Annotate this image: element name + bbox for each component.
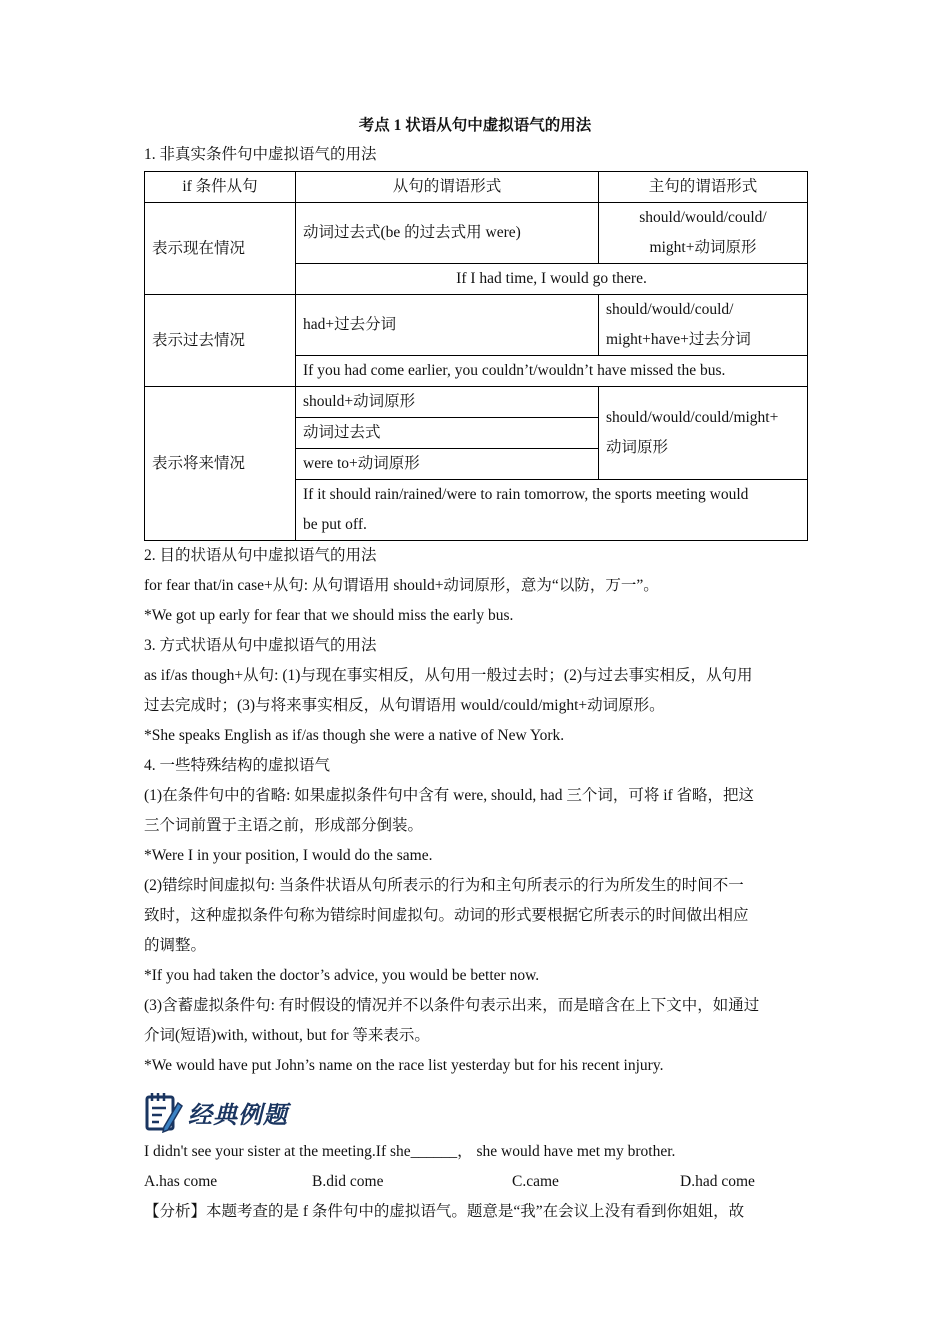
future-example <box>296 480 808 541</box>
subjunctive-table <box>144 171 808 541</box>
option-a: A.has come <box>144 1173 218 1190</box>
notebook-pen-icon <box>144 1091 184 1133</box>
present-clause: 动词过去式(be 的过去式用 were) <box>296 203 599 264</box>
header-clause-predicate: 从句的谓语形式 <box>296 172 599 203</box>
question-options <box>144 1167 806 1197</box>
section-3-rule-line2: 过去完成时；(3)与将来事实相反，从句谓语用 would/could/might+动词原形。 <box>144 697 665 714</box>
table-row-present <box>145 203 808 264</box>
section-4-p2-example: *If you had taken the doctor’s advice, you would be better now. <box>144 967 540 984</box>
future-label: 表示将来情况 <box>145 387 296 541</box>
future-clause-2: 动词过去式 <box>296 418 599 449</box>
future-example-line1: If it should rain/rained/were to rain tomorrow, the sports meeting would <box>303 486 749 503</box>
present-main-line1: should/would/could/ <box>639 209 767 226</box>
question-stem: I didn't see your sister at the meeting.If she______， she would have met my brother. <box>144 1143 676 1160</box>
future-clause-3: were to+动词原形 <box>296 449 599 480</box>
document-page <box>144 112 806 1227</box>
examples-banner <box>144 1087 806 1137</box>
present-main <box>599 203 808 264</box>
future-clause-1: should+动词原形 <box>296 387 599 418</box>
past-label: 表示过去情况 <box>145 295 296 387</box>
table-row-future-1 <box>145 387 808 418</box>
section-4-p2-line2: 致时，这种虚拟条件句称为错综时间虚拟句。动词的形式要根据它所表示的时间做出相应 <box>144 907 749 924</box>
future-main-line1: should/would/could/might+ <box>606 409 779 426</box>
question-analysis: 【分析】本题考查的是 f 条件句中的虚拟语气。题意是“我”在会议上没有看到你姐姐，故 <box>144 1203 745 1220</box>
page-title: 考点 1 状语从句中虚拟语气的用法 <box>358 117 592 134</box>
section-1-heading: 1. 非真实条件句中虚拟语气的用法 <box>144 146 377 163</box>
table-row-past <box>145 295 808 356</box>
section-4-heading: 4. 一些特殊结构的虚拟语气 <box>144 757 331 774</box>
section-4-p2-line3: 的调整。 <box>144 937 207 954</box>
present-main-line2: might+动词原形 <box>649 239 757 256</box>
past-example: If you had come earlier, you couldn’t/wouldn’t have missed the bus. <box>296 356 808 387</box>
section-4-p1-example: *Were I in your position, I would do the same. <box>144 847 433 864</box>
option-c: C.came <box>512 1173 559 1190</box>
present-example: If I had time, I would go there. <box>296 264 808 295</box>
option-d: D.had come <box>680 1173 755 1190</box>
header-main-predicate: 主句的谓语形式 <box>599 172 808 203</box>
table-header-row <box>145 172 808 203</box>
section-4-p1-line1: (1)在条件句中的省略: 如果虚拟条件句中含有 were, should, had 三个词，可将 if 省略，把这 <box>144 787 755 804</box>
section-3-example: *She speaks English as if/as though she were a native of New York. <box>144 727 565 744</box>
section-3-heading: 3. 方式状语从句中虚拟语气的用法 <box>144 637 377 654</box>
section-4-p3-example: *We would have put John’s name on the race list yesterday but for his recent injury. <box>144 1057 664 1074</box>
past-main-line2: might+have+过去分词 <box>606 331 751 348</box>
section-3-rule-line1: as if/as though+从句: (1)与现在事实相反，从句用一般过去时；(2)与过去事实相反，从句用 <box>144 667 753 684</box>
past-main-line1: should/would/could/ <box>606 301 734 318</box>
past-main <box>599 295 808 356</box>
past-clause: had+过去分词 <box>296 295 599 356</box>
option-b: B.did come <box>312 1173 384 1190</box>
section-2-example: *We got up early for fear that we should miss the early bus. <box>144 607 514 624</box>
section-2-heading: 2. 目的状语从句中虚拟语气的用法 <box>144 547 377 564</box>
future-main <box>599 387 808 480</box>
section-4-p1-line2: 三个词前置于主语之前，形成部分倒装。 <box>144 817 424 834</box>
examples-banner-label: 经典例题 <box>188 1100 288 1129</box>
section-4-p3-line2: 介词(短语)with, without, but for 等来表示。 <box>144 1027 430 1044</box>
header-if-clause: if 条件从句 <box>145 172 296 203</box>
future-example-line2: be put off. <box>303 516 367 533</box>
section-4-p3-line1: (3)含蓄虚拟条件句: 有时假设的情况并不以条件句表示出来，而是暗含在上下文中，如通过 <box>144 997 760 1014</box>
section-2-rule: for fear that/in case+从句: 从句谓语用 should+动词原形，意为“以防，万一”。 <box>144 577 659 594</box>
future-main-line2: 动词原形 <box>606 439 669 456</box>
section-4-p2-line1: (2)错综时间虚拟句: 当条件状语从句所表示的行为和主句所表示的行为所发生的时间不一 <box>144 877 744 894</box>
present-label: 表示现在情况 <box>145 203 296 295</box>
